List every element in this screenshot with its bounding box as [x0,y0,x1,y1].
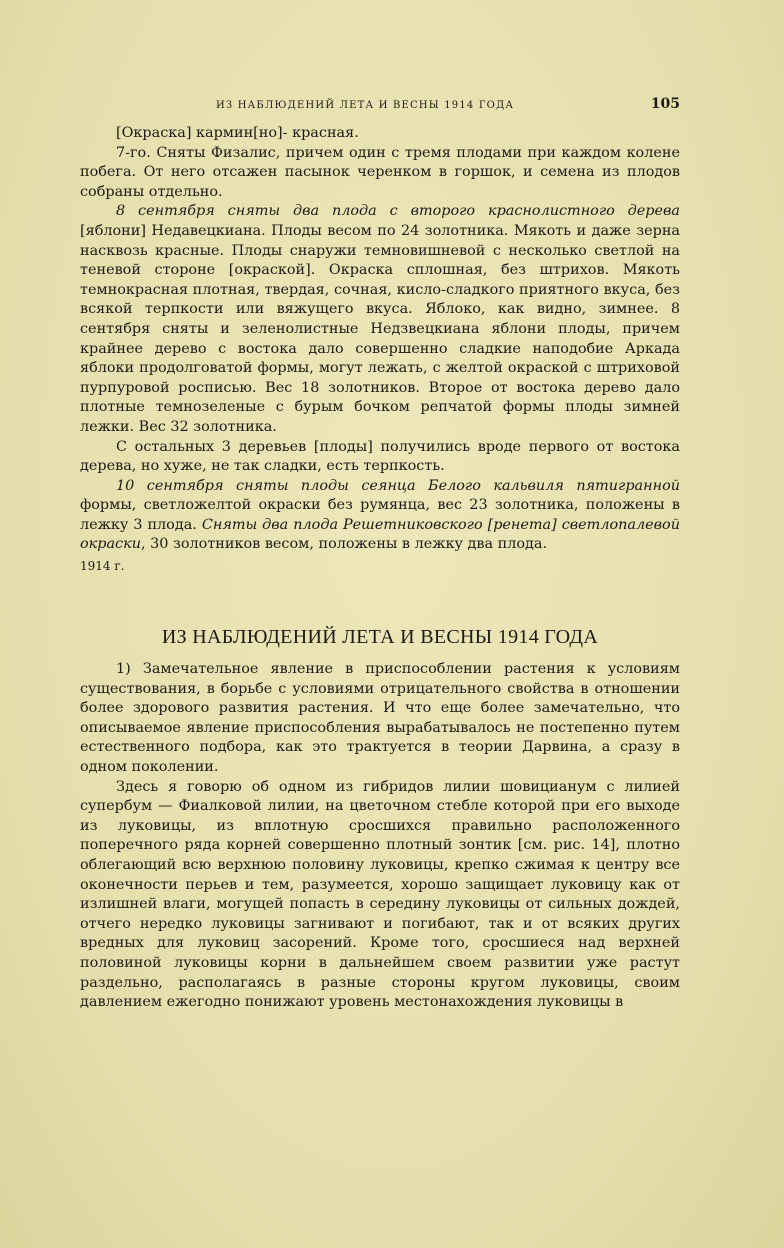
paragraph [80,202,680,437]
paragraph: [Окраска] кармин[но]- красная. [116,125,359,141]
page-number: 105 [650,96,680,112]
section-1-text [80,124,680,577]
section-2-text [80,660,680,1013]
paragraph: С остальных 3 деревьев [плоды] получились вроде первого от востока дерева, но хуже, не так сладки, есть терпкость. [80,438,680,475]
paragraph: 7-го. Сняты Физалис, причем один с тремя плодами при каждом колене побега. От него отсажен пасынок черенком в горшок, и семена из плодов собраны отдельно. [80,144,680,200]
text-run: [яблони] Недавецкиана. Плоды весом по 24 золотника. Мякоть и даже зерна насквозь красные. Плоды снаружи темновишневой с несколько светлой на теневой стороне [окраской]. Окраска сплошная, без штрихов. Мякоть темнокрасная плотная, твердая, сочная, кисло-сладкого приятного вкуса, без всякой терпкости или вяжущего вкуса. Яблоко, как видно, зимнее. 8 сентября сняты и зеленолистные Недзвецкиана яблони плоды, причем крайнее дерево с востока дало совершенно сладкие наподобие Аркада яблоки продолговатой формы, могут лежать, с желтой окраской с штриховой пурпуровой росписью. Вес 18 золотников. Второе от востока дерево дало плотные темнозеленые с бурым бочком репчатой формы плоды зимней лежки. Вес 32 золотника. [80,222,680,435]
paragraph [80,477,680,555]
paragraph: Здесь я говорю об одном из гибридов лилии шовицианум с лилией супербум — Фиалковой лилии, на цветочном стебле которой при его выходе из луковицы, из вплотную сросшихся правильно расположенного поперечного ряда корней совершенно плотный зонтик [см. рис. 14], плотно облегающий всю верхнюю половину луковицы, крепко сжимая к центру все оконечности перьев и тем, разумеется, хорошо защищает луковицу как от излишней влаги, могущей попасть в середину луковицы от сильных дождей, отчего нередко луковицы загнивают и погибают, так и от всяких других вредных для луковиц засорений. Кроме того, сросшиеся над верхней половиной луковицы корни в дальнейшем своем развитии уже растут раздельно, располагаясь в разные стороны кругом луковицы, своим давлением ежегодно понижают уровень местонахождения луковицы в [80,778,680,1011]
text-run: , 30 золотников весом, положены в лежку два плода. [140,536,548,553]
italic-run: 8 сентября сняты два плода с второго краснолистного дерева [116,203,680,220]
text-run: формы, светложелтой окраски без румянца, вес 23 золотника, положены в лежку 3 плода. [80,497,680,533]
paragraph: 1) Замечательное явление в приспособлении растения к условиям существования, в борьбе с условиями отрицательного свойства в отношении более здорового развития растения. И что еще более замечательно, что описываемое явление приспособления вырабатывалось не постепенно путем естественного подбора, как это трактуется в теории Дарвина, а сразу в одном поколении. [80,661,680,775]
section-heading: ИЗ НАБЛЮДЕНИЙ ЛЕТА И ВЕСНЫ 1914 ГОДА [161,626,599,648]
italic-run: Сняты два плода Решетниковского [ренета] светлопалевой окраски [80,516,680,553]
running-title: ИЗ НАБЛЮДЕНИЙ ЛЕТА И ВЕСНЫ 1914 ГОДА [216,100,515,111]
date-line: 1914 г. [80,559,125,574]
page-header [80,96,680,112]
italic-run: 10 сентября сняты плоды сеянца Белого кальвиля пятигранной [116,477,680,494]
